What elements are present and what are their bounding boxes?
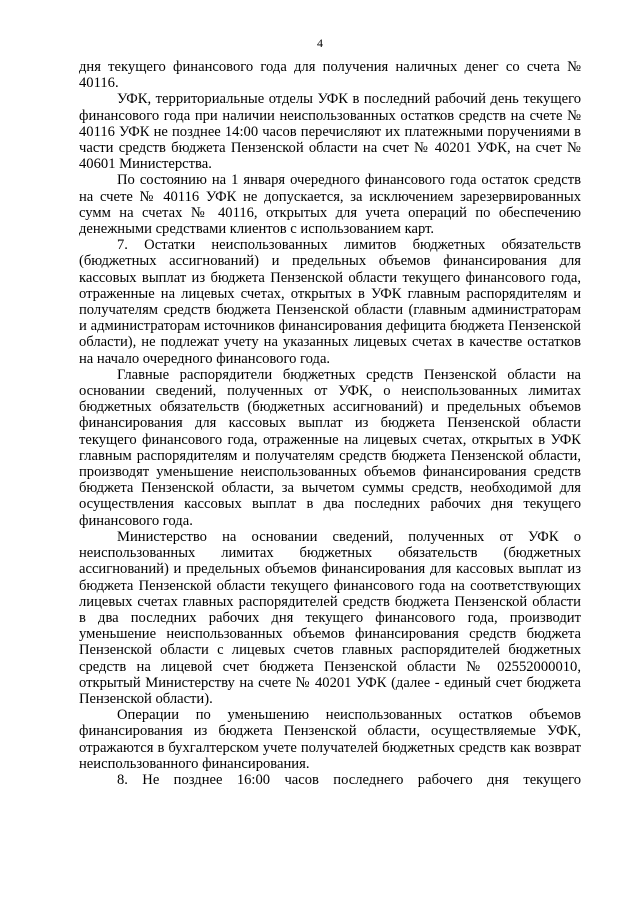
paragraph: 7. Остатки неиспользованных лимитов бюджетных обязательств (бюджетных ассигнований) и предельных объемов финансирования для кассовых выплат из бюджета Пензенской области текущего финансового года, отраженные на лицевых счетах, открытых в УФК главным распорядителям и получателям средств бюджета Пензенской области (главным администраторам и администраторам источников финансирования дефицита бюджета Пензенской области), не подлежат учету на указанных лицевых счетах в качестве остатков на начало очередного финансового года. — [79, 237, 581, 367]
paragraph: УФК, территориальные отделы УФК в последний рабочий день текущего финансового года при наличии неиспользованных остатков средств на счете № 40116 УФК не позднее 14:00 часов перечисляют их платежными поручениями в части средств бюджета Пензенской области на счет № 40201 УФК, на счет № 40601 Министерства. — [79, 91, 581, 173]
page-number: 4 — [317, 36, 323, 50]
paragraph: 8. Не позднее 16:00 часов последнего рабочего дня текущего — [117, 771, 581, 788]
paragraph: Министерство на основании сведений, полученных от УФК о неиспользованных лимитах бюджетных обязательств (бюджетных ассигнований) и предельных объемов финансирования для кассовых выплат из бюджета Пензенской области текущего финансового года на соответствующих лицевых счетах главных распорядителей средств бюджета Пензенской области в два последних рабочих дня текущего финансового года, производит уменьшение неиспользованных объемов финансирования средств бюджета Пензенской области с лицевых счетов главных распорядителей бюджетных средств на лицевой счет бюджета Пензенской области № 02552000010, открытый Министерству на счете № 40201 УФК (далее - единый счет бюджета Пензенской области). — [79, 528, 581, 707]
paragraph: По состоянию на 1 января очередного финансового года остаток средств на счете № 40116 УФК не допускается, за исключением зарезервированных сумм на счетах № 40116, открытых для учета операций по обеспечению денежными средствами клиентов с использованием карт. — [79, 172, 581, 238]
document-body — [79, 59, 581, 788]
paragraph: дня текущего финансового года для получения наличных денег со счета № 40116. — [79, 59, 581, 92]
paragraph: Главные распорядители бюджетных средств Пензенской области на основании сведений, полученных от УФК, о неиспользованных лимитах бюджетных обязательств (бюджетных ассигнований) и предельных объемов финансирования для кассовых выплат из бюджета Пензенской области текущего финансового года, отраженные на лицевых счетах, открытых в УФК главным распорядителям и получателям средств бюджета Пензенской области, производят уменьшение неиспользованных объемов финансирования средств бюджета Пензенской области, за вычетом суммы средств, необходимой для осуществления кассовых выплат в два последних рабочих дня текущего финансового года. — [79, 366, 581, 529]
paragraph: Операции по уменьшению неиспользованных остатков объемов финансирования из бюджета Пензенской области, осуществляемые УФК, отражаются в бухгалтерском учете получателей бюджетных средств как возврат неиспользованного финансирования. — [79, 707, 581, 772]
